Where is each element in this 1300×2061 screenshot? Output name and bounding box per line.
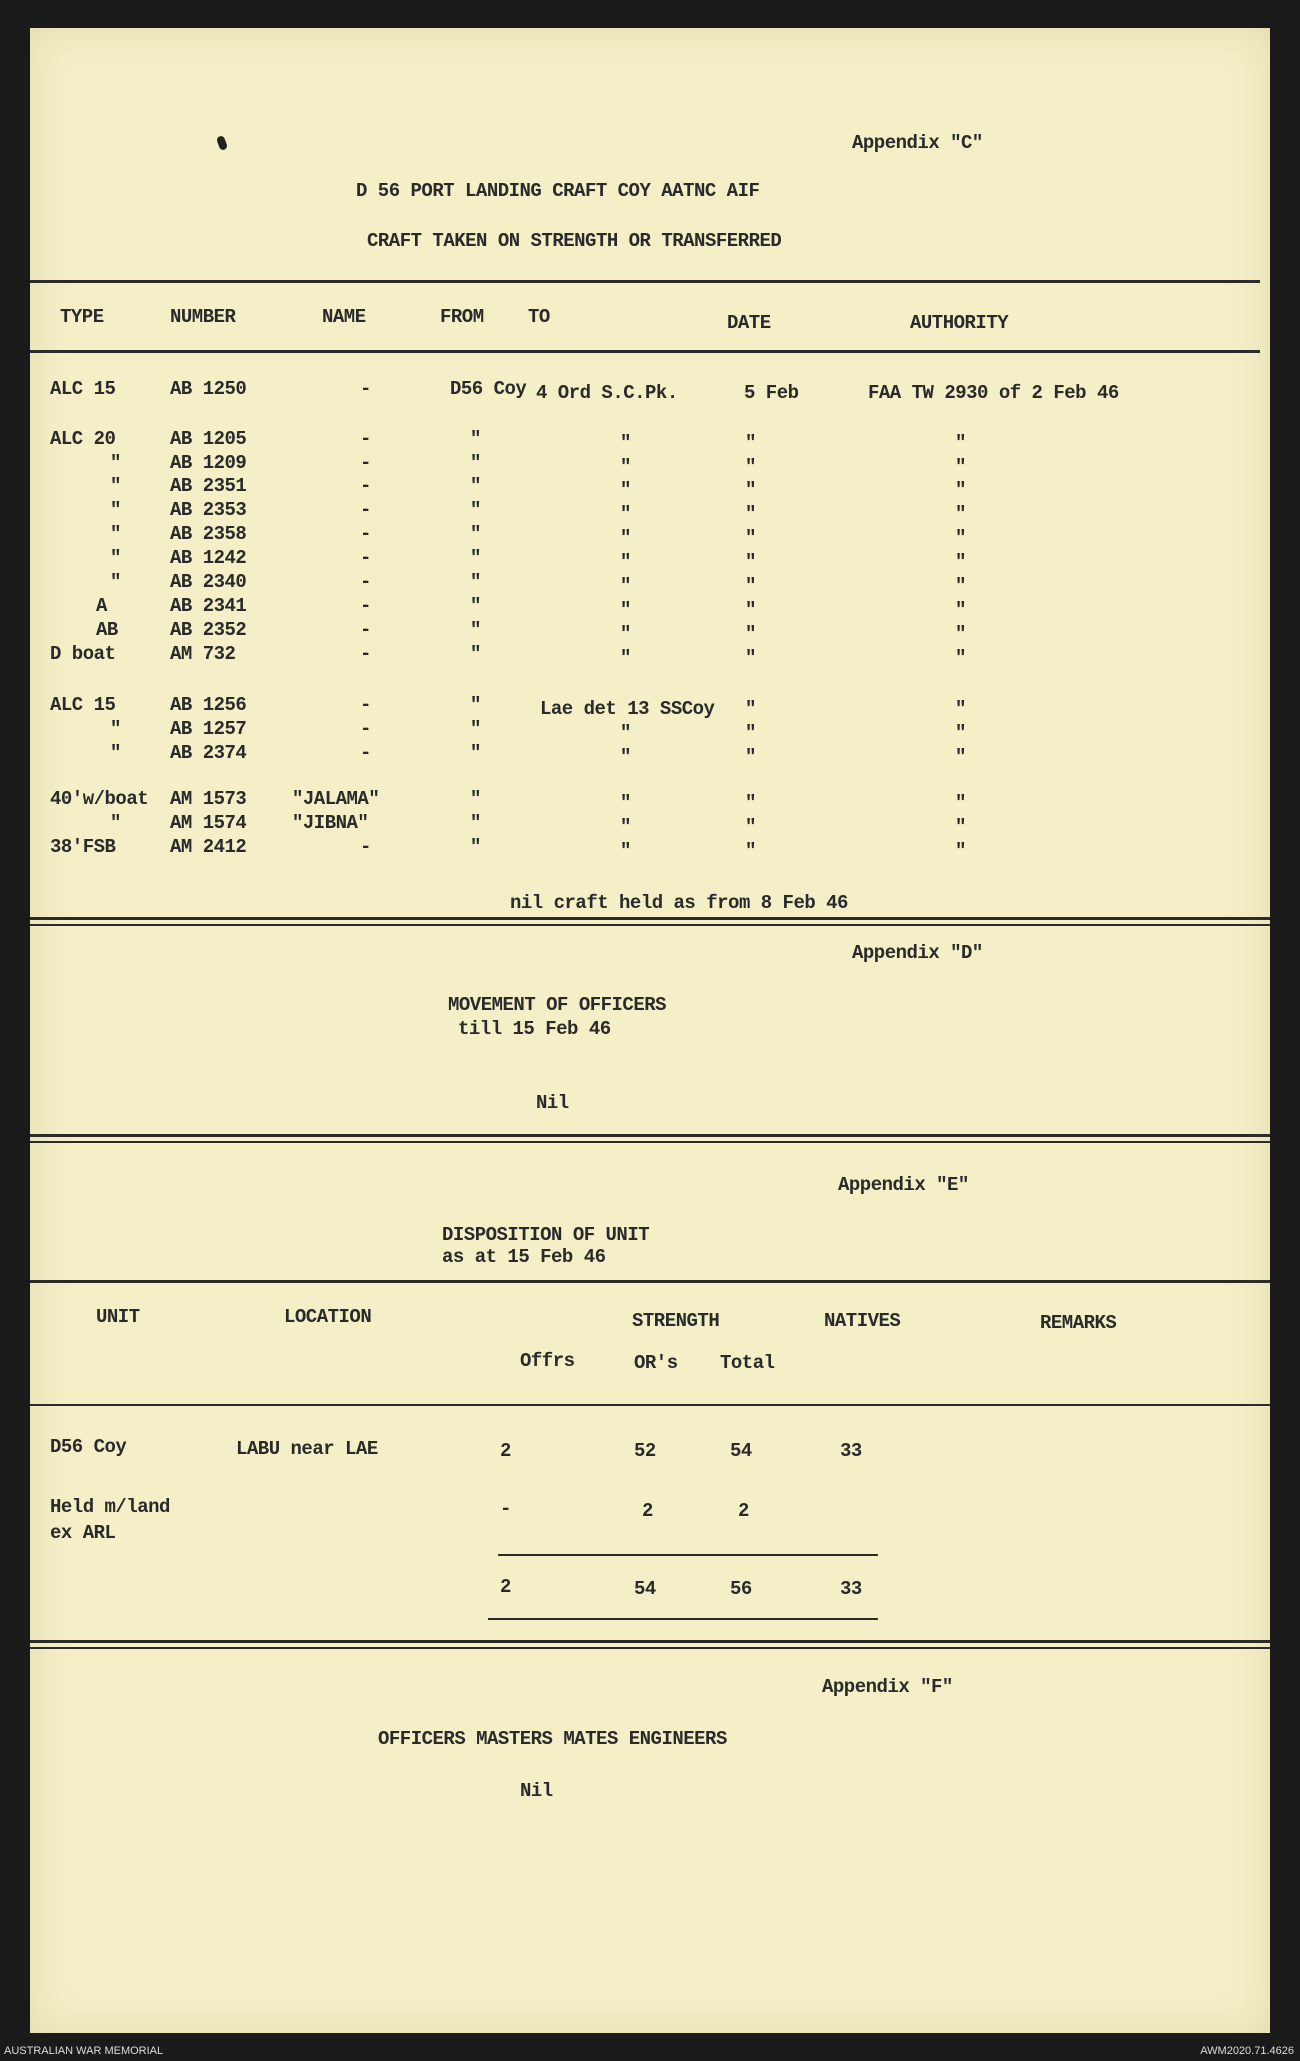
craft-cell: " [745,432,756,454]
craft-cell: AB 1205 [170,428,247,450]
craft-cell: - [360,643,371,665]
craft-cell: "JALAMA" [292,788,380,810]
craft-cell: " [470,742,481,764]
appendix-e-title: DISPOSITION OF UNIT [442,1224,650,1246]
row-total: 2 [738,1500,749,1522]
craft-cell: AM 1573 [170,788,247,810]
craft-cell: " [955,479,966,501]
craft-cell: " [955,575,966,597]
row-ors: 2 [642,1500,653,1522]
craft-cell: " [745,792,756,814]
craft-header-name: NAME [322,306,366,328]
divider [30,1280,1270,1283]
appendix-c-subtitle: CRAFT TAKEN ON STRENGTH OR TRANSFERRED [367,230,782,252]
craft-cell: " [470,788,481,810]
craft-cell: AM 2412 [170,836,247,858]
craft-header-number: NUMBER [170,306,236,328]
craft-cell: " [745,575,756,597]
craft-cell: AB 2374 [170,742,247,764]
craft-cell: " [470,718,481,740]
craft-cell: " [620,623,631,645]
craft-cell: - [360,742,371,764]
craft-cell: " [745,479,756,501]
craft-cell: " [745,456,756,478]
craft-cell: " [470,547,481,569]
craft-cell: Lae det 13 SSCoy [540,698,715,720]
total-natives: 33 [840,1578,862,1600]
craft-cell: " [470,571,481,593]
craft-cell: AB 2340 [170,571,247,593]
appendix-d-subtitle: till 15 Feb 46 [458,1018,611,1040]
craft-cell: " [745,503,756,525]
craft-cell: " [620,527,631,549]
craft-cell: - [360,378,371,400]
craft-header-to: TO [528,306,550,328]
craft-cell: 38'FSB [50,836,116,858]
craft-cell: " [620,479,631,501]
craft-cell: " [620,551,631,573]
row-offrs: 2 [500,1440,511,1462]
craft-cell: ALC 15 [50,694,116,716]
craft-cell: - [360,836,371,858]
divider [30,1134,1270,1137]
craft-cell: AB 2353 [170,499,247,521]
craft-cell: AB 1250 [170,378,247,400]
craft-cell: " [620,575,631,597]
craft-cell: - [360,571,371,593]
divider [30,924,1270,926]
craft-cell: " [110,523,121,545]
craft-cell: " [470,619,481,641]
craft-cell: - [360,619,371,641]
punch-hole [216,135,228,151]
divider [30,280,1260,283]
craft-cell: " [745,527,756,549]
craft-cell: " [470,836,481,858]
footer-source: AUSTRALIAN WAR MEMORIAL [4,2045,164,2057]
appendix-c-label: Appendix "C" [852,132,983,154]
craft-cell: 40'w/boat [50,788,149,810]
craft-cell: " [470,428,481,450]
craft-cell: " [620,792,631,814]
craft-cell: " [955,527,966,549]
craft-cell: " [620,503,631,525]
craft-cell: " [470,475,481,497]
craft-cell: " [620,456,631,478]
craft-cell: " [955,503,966,525]
header-total: Total [720,1352,775,1374]
craft-cell: " [745,698,756,720]
craft-cell: " [470,812,481,834]
craft-cell: AB 1209 [170,452,247,474]
craft-cell: " [955,432,966,454]
craft-cell: - [360,499,371,521]
divider [30,917,1270,920]
appendix-d-value: Nil [536,1092,569,1114]
header-ors: OR's [634,1352,678,1374]
craft-cell: " [470,595,481,617]
craft-cell: 5 Feb [744,382,799,404]
craft-cell: " [110,499,121,521]
craft-cell: AB 1242 [170,547,247,569]
craft-cell: " [955,698,966,720]
total-offrs: 2 [500,1576,511,1598]
craft-cell: - [360,718,371,740]
craft-cell: - [360,452,371,474]
craft-cell: " [745,623,756,645]
craft-cell: AB [96,619,118,641]
craft-header-date: DATE [727,312,771,334]
row-natives: 33 [840,1440,862,1462]
row-unit: D56 Coy [50,1436,127,1458]
craft-cell: " [955,792,966,814]
divider [30,1141,1270,1143]
header-strength: STRENGTH [632,1310,720,1332]
craft-cell: " [955,599,966,621]
appendix-f-value: Nil [520,1780,553,1802]
header-natives: NATIVES [824,1310,901,1332]
total-ors: 54 [634,1578,656,1600]
header-unit: UNIT [96,1306,140,1328]
craft-cell: "JIBNA" [292,812,369,834]
craft-cell: AB 2358 [170,523,247,545]
craft-cell: " [110,547,121,569]
craft-cell: " [955,746,966,768]
craft-cell: " [110,742,121,764]
craft-cell: " [620,840,631,862]
craft-cell: - [360,475,371,497]
craft-cell: " [745,551,756,573]
craft-cell: " [745,599,756,621]
craft-cell: - [360,428,371,450]
row-location: LABU near LAE [236,1438,378,1460]
craft-cell: " [620,647,631,669]
craft-cell: " [110,452,121,474]
craft-cell: " [955,722,966,744]
craft-cell: AB 2341 [170,595,247,617]
appendix-e-label: Appendix "E" [838,1174,969,1196]
craft-cell: " [955,647,966,669]
craft-cell: AB 2352 [170,619,247,641]
row-ors: 52 [634,1440,656,1462]
craft-cell: " [955,816,966,838]
divider [30,1404,1270,1406]
craft-cell: " [110,571,121,593]
craft-cell: AM 1574 [170,812,247,834]
craft-cell: D boat [50,643,116,665]
craft-cell: - [360,595,371,617]
row-offrs: - [500,1498,511,1520]
craft-cell: " [620,816,631,838]
craft-note: nil craft held as from 8 Feb 46 [510,892,848,914]
craft-cell: " [745,816,756,838]
craft-cell: " [955,456,966,478]
craft-cell: " [110,475,121,497]
appendix-d-title: MOVEMENT OF OFFICERS [448,994,667,1016]
craft-cell: AB 1257 [170,718,247,740]
craft-cell: - [360,694,371,716]
appendix-c-title: D 56 PORT LANDING CRAFT COY AATNC AIF [356,180,760,202]
document-page [30,28,1270,2033]
craft-cell: A [96,595,107,617]
craft-cell: " [620,599,631,621]
row-unit: Held m/land [50,1496,170,1518]
appendix-f-label: Appendix "F" [822,1676,953,1698]
divider [30,1640,1270,1643]
row-unit-line2: ex ARL [50,1522,116,1544]
header-remarks: REMARKS [1040,1312,1117,1334]
divider [30,1647,1270,1649]
appendix-e-subtitle: as at 15 Feb 46 [442,1246,606,1268]
craft-cell: " [470,452,481,474]
craft-cell: " [745,647,756,669]
footer-id: AWM2020.71.4626 [1200,2045,1294,2057]
craft-cell: " [470,694,481,716]
craft-cell: AB 1256 [170,694,247,716]
craft-header-authority: AUTHORITY [910,312,1009,334]
craft-cell: " [620,722,631,744]
craft-cell: " [470,499,481,521]
craft-cell: " [745,746,756,768]
craft-cell: - [360,547,371,569]
sum-line [488,1618,878,1620]
craft-cell: " [110,718,121,740]
craft-cell: " [745,722,756,744]
craft-cell: " [470,643,481,665]
header-location: LOCATION [284,1306,372,1328]
craft-header-from: FROM [440,306,484,328]
craft-cell: 4 Ord S.C.Pk. [536,382,678,404]
craft-cell: " [110,812,121,834]
appendix-f-title: OFFICERS MASTERS MATES ENGINEERS [378,1728,727,1750]
appendix-d-label: Appendix "D" [852,942,983,964]
header-offrs: Offrs [520,1350,575,1372]
sum-line [498,1554,878,1556]
craft-cell: " [620,746,631,768]
craft-cell: - [360,523,371,545]
craft-cell: FAA TW 2930 of 2 Feb 46 [868,382,1119,404]
craft-header-type: TYPE [60,306,104,328]
craft-cell: " [470,523,481,545]
craft-cell: AM 732 [170,643,236,665]
total-total: 56 [730,1578,752,1600]
craft-cell: " [955,551,966,573]
craft-cell: D56 Coy [450,378,527,400]
craft-cell: ALC 20 [50,428,116,450]
divider [30,350,1260,353]
craft-cell: " [620,432,631,454]
craft-cell: ALC 15 [50,378,116,400]
craft-cell: " [955,623,966,645]
craft-cell: AB 2351 [170,475,247,497]
craft-cell: " [745,840,756,862]
craft-cell: " [955,840,966,862]
row-total: 54 [730,1440,752,1462]
